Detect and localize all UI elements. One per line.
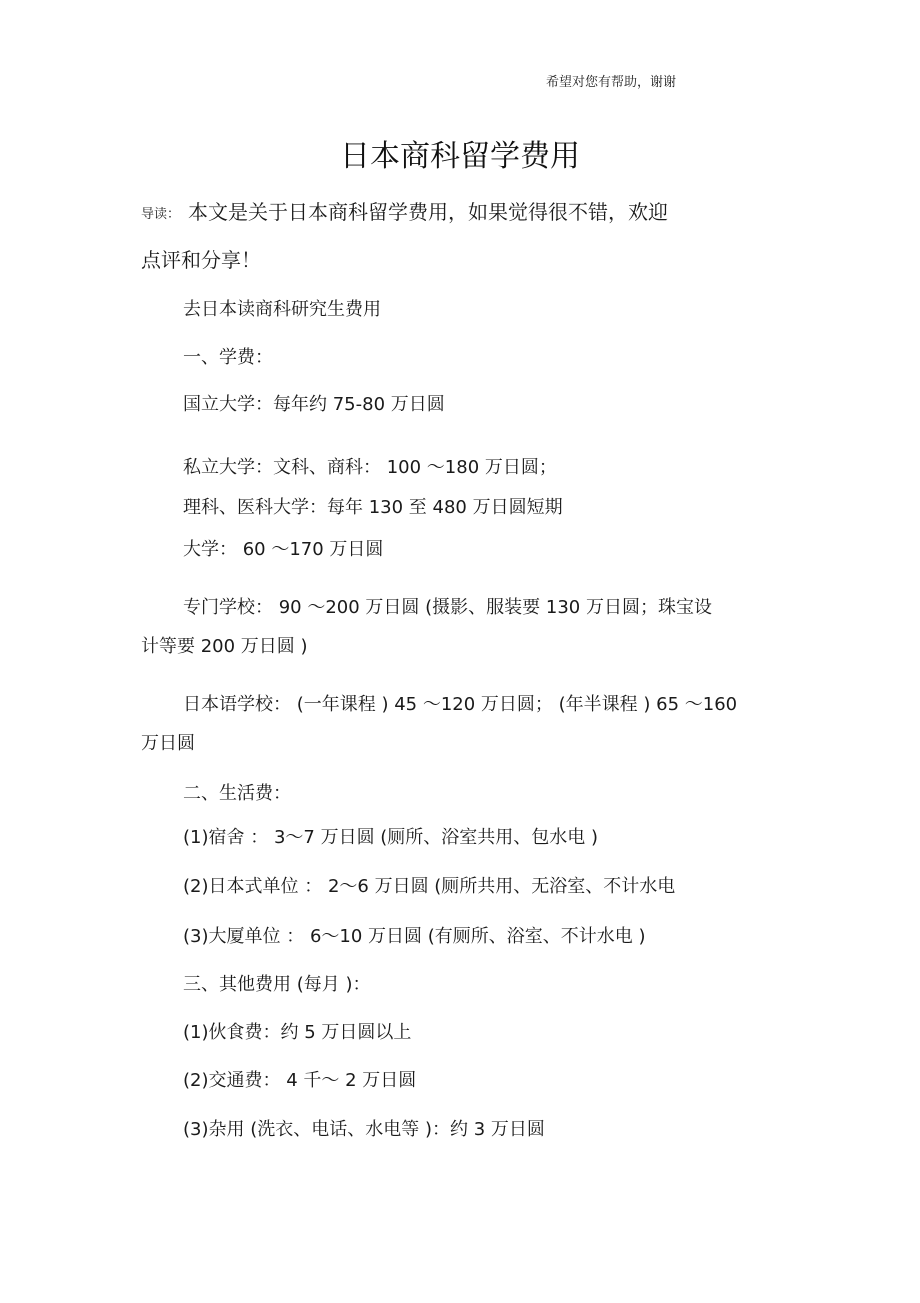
tuition-language-line2: 万日圆 [141, 733, 195, 754]
tuition-language-line1: 日本语学校： (一年课程 ) 45 ～120 万日圆； (年半课程 ) 65 ～160 [183, 694, 738, 715]
living-item-building-unit: (3)大厦单位 ： 6～10 万日圆 (有厕所、浴室、不计水电 ) [183, 926, 646, 947]
tuition-vocational-line2: 计等要 200 万日圆 ) [141, 636, 308, 657]
page-title: 日本商科留学费用 [340, 139, 580, 174]
living-item-dormitory: (1)宿舍 ： 3～7 万日圆 (厕所、浴室共用、包水电 ) [183, 827, 599, 848]
other-item-transport: (2)交通费： 4 千～ 2 万日圆 [183, 1070, 417, 1091]
intro-text: 本文是关于日本商科留学费用，如果觉得很不错，欢迎 [188, 200, 668, 224]
other-item-misc: (3)杂用 (洗衣、电话、水电等 )：约 3 万日圆 [183, 1119, 545, 1140]
header-note: 希望对您有帮助，谢谢 [546, 75, 677, 90]
tuition-private-line3: 大学： 60 ～170 万日圆 [183, 539, 384, 560]
tuition-private-line2: 理科、医科大学：每年 130 至 480 万日圆短期 [183, 497, 563, 518]
intro-continuation: 点评和分享！ [141, 248, 261, 272]
tuition-private-line1: 私立大学：文科、商科： 100 ～180 万日圆； [183, 457, 557, 478]
tuition-vocational-line1: 专门学校： 90 ～200 万日圆 (摄影、服装要 130 万日圆；珠宝设 [183, 597, 712, 618]
section-heading-tuition: 一、学费： [183, 347, 273, 368]
subtitle: 去日本读商科研究生费用 [183, 299, 381, 320]
other-item-food: (1)伙食费：约 5 万日圆以上 [183, 1022, 412, 1043]
section-heading-living: 二、生活费： [183, 783, 291, 804]
living-item-japanese-unit: (2)日本式单位 ： 2～6 万日圆 (厕所共用、无浴室、不计水电 [183, 876, 676, 897]
intro-label: 导读： [141, 207, 181, 222]
tuition-national: 国立大学：每年约 75-80 万日圆 [183, 394, 445, 415]
section-heading-other: 三、其他费用 (每月 )： [183, 974, 371, 995]
